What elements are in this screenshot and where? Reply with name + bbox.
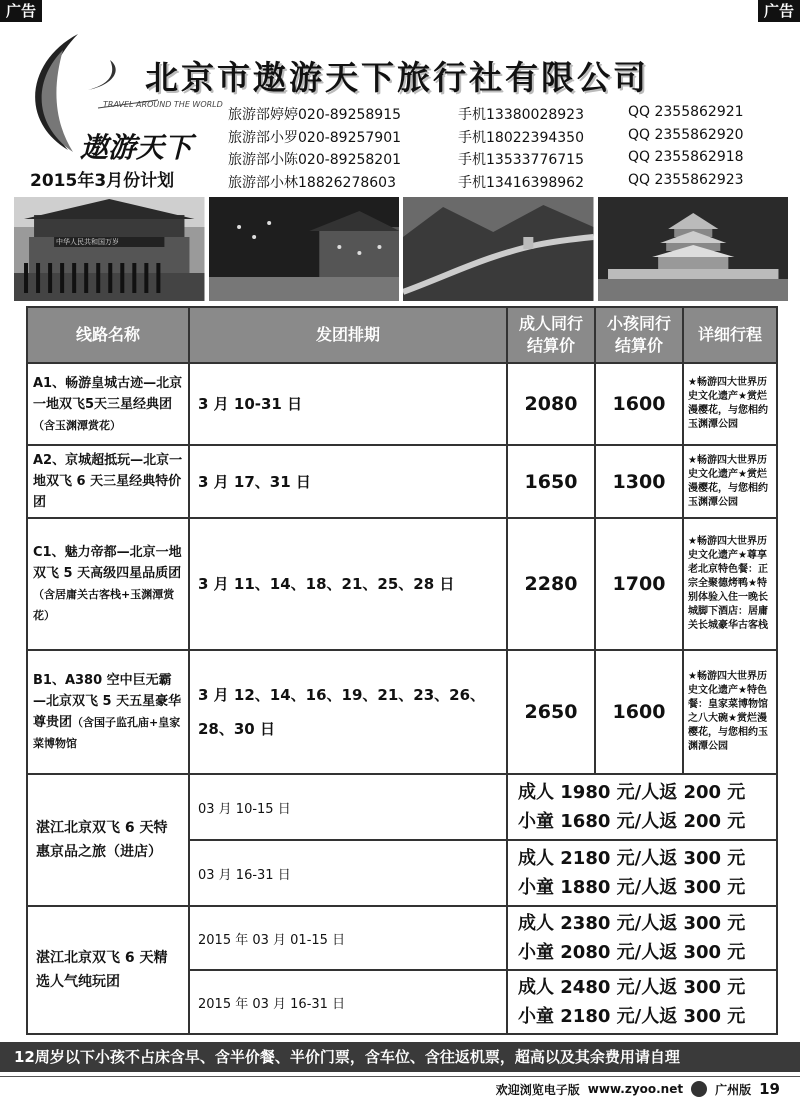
promo-price-cell (507, 906, 777, 970)
header-adult-line1: 成人同行 (518, 314, 583, 333)
logo-tagline: TRAVEL AROUND THE WORLD (103, 100, 223, 109)
promo-adult-price: 成人 1980 元/人返 200 元 (518, 782, 746, 803)
contact-office: 旅游部小林18826278603 (228, 174, 396, 191)
route-cell (27, 363, 189, 445)
temple-of-heaven-photo (598, 197, 789, 301)
route-note: （含国子监孔庙+皇家菜博物馆 (33, 716, 181, 750)
route-cell (27, 445, 189, 518)
promo-price-cell (507, 970, 777, 1034)
logo-brand: 遨游天下 (80, 131, 193, 164)
contact-office: 旅游部婷婷020-89258915 (228, 107, 402, 123)
contact-mobile: 手机13416398962 (458, 174, 584, 191)
photo-strip (14, 197, 788, 301)
header-adult-price (507, 307, 595, 363)
footer-note: 12周岁以下小孩不占床含早、含半价餐、半价门票，含车位、含往返机票，超高以及其余费用请自理 (0, 1042, 800, 1072)
tiananmen-photo (14, 197, 205, 301)
tour-price-table (26, 306, 778, 1035)
promo-adult-price: 成人 2480 元/人返 300 元 (518, 977, 746, 998)
route-note: （含居庸关古客栈+玉渊潭赏花） (33, 588, 175, 622)
contact-qq: QQ 2355862918 (628, 149, 744, 165)
child-price: 1300 (595, 445, 683, 518)
contact-qq: QQ 2355862920 (628, 126, 744, 143)
route-cell (27, 518, 189, 650)
route-name: C1、魅力帝都—北京一地双飞 5 天高级四星品质团 (33, 545, 182, 581)
promo-child-price: 小童 2080 元/人返 300 元 (518, 942, 746, 963)
footer-edition: 广州版 (715, 1082, 752, 1097)
table-row (27, 363, 777, 445)
promo-adult-price: 成人 2380 元/人返 300 元 (518, 913, 746, 934)
header-child-line2: 结算价 (614, 336, 663, 355)
contact-mobile: 手机13380028923 (458, 107, 584, 123)
detail-cell: ★畅游四大世界历史文化遗产★特色餐：皇家菜博物馆之八大碗★赏烂漫樱花，与您相约玉渊潭公园 (683, 650, 777, 774)
dates-cell: 3 月 11、14、18、21、25、28 日 (189, 518, 507, 650)
promo-row (27, 774, 777, 840)
detail-cell: ★畅游四大世界历史文化遗产★尊享老北京特色餐：正宗全聚德烤鸭★特别体验入住一晚长城脚下酒店：居庸关长城豪华古客栈 (683, 518, 777, 650)
detail-cell: ★畅游四大世界历史文化遗产★赏烂漫樱花，与您相约玉渊潭公园 (683, 445, 777, 518)
contact-qq: QQ 2355862923 (628, 171, 744, 188)
promo-dates-cell: 2015 年 03 月 16-31 日 (189, 970, 507, 1034)
great-wall-photo (403, 197, 594, 301)
contact-office: 旅游部小罗020-89257901 (228, 129, 402, 146)
promo-price-cell (507, 774, 777, 840)
street-night-photo (209, 197, 400, 301)
promo-route-cell: 湛江北京双飞 6 天特惠京品之旅（进店） (27, 774, 189, 906)
contact-row (228, 172, 788, 195)
contact-mobile: 手机18022394350 (458, 129, 584, 146)
company-name: 北京市遨游天下旅行社有限公司 (145, 58, 649, 97)
promo-child-price: 小童 1680 元/人返 200 元 (518, 811, 746, 832)
adult-price: 2080 (507, 363, 595, 445)
promo-dates-cell: 03 月 16-31 日 (189, 840, 507, 906)
header-detail: 详细行程 (683, 307, 777, 363)
header-route: 线路名称 (27, 307, 189, 363)
promo-adult-price: 成人 2180 元/人返 300 元 (518, 848, 746, 869)
header-child-line1: 小孩同行 (606, 314, 671, 333)
header-dates: 发团排期 (189, 307, 507, 363)
promo-child-price: 小童 1880 元/人返 300 元 (518, 877, 746, 898)
route-name: A2、京城超抵玩—北京一地双飞 6 天三星经典特价团 (33, 453, 183, 510)
seal-icon (691, 1081, 707, 1097)
table-row (27, 445, 777, 518)
contact-row (228, 149, 788, 172)
route-cell (27, 650, 189, 774)
page-number: 19 (759, 1080, 780, 1098)
route-name: A1、畅游皇城古迹—北京一地双飞5天三星经典团 (33, 375, 183, 412)
table-row (27, 518, 777, 650)
adult-price: 2280 (507, 518, 595, 650)
child-price: 1600 (595, 363, 683, 445)
ad-tag-left: 广告 (0, 0, 42, 22)
contact-row (228, 104, 788, 127)
footer-site-link[interactable]: www.zyoo.net (587, 1082, 684, 1096)
footer-welcome: 欢迎浏览电子版 (495, 1082, 580, 1097)
table-row (27, 650, 777, 774)
promo-row (27, 906, 777, 970)
page-footer (496, 1080, 780, 1098)
route-name: B1、A380 空中巨无霸—北京双飞 5 天五星豪华尊贵团 (33, 673, 182, 730)
child-price: 1600 (595, 650, 683, 774)
contact-list (228, 104, 788, 194)
plan-title: 2015年3月份计划 (30, 171, 175, 191)
detail-cell: ★畅游四大世界历史文化遗产★赏烂漫樱花，与您相约玉渊潭公园 (683, 363, 777, 445)
table-header-row (27, 307, 777, 363)
contact-qq: QQ 2355862921 (628, 104, 744, 120)
promo-price-cell (507, 840, 777, 906)
header-adult-line2: 结算价 (526, 336, 575, 355)
dates-cell: 3 月 12、14、16、19、21、23、26、28、30 日 (189, 650, 507, 774)
promo-child-price: 小童 2180 元/人返 300 元 (518, 1006, 746, 1027)
divider (0, 1076, 800, 1077)
promo-route-cell: 湛江北京双飞 6 天精选人气纯玩团 (27, 906, 189, 1034)
dates-cell: 3 月 17、31 日 (189, 445, 507, 518)
header-child-price (595, 307, 683, 363)
ad-tag-right: 广告 (758, 0, 800, 22)
contact-mobile: 手机13533776715 (458, 152, 584, 168)
route-note: （含玉渊潭赏花） (33, 418, 121, 432)
contact-row (228, 127, 788, 150)
promo-dates-cell: 2015 年 03 月 01-15 日 (189, 906, 507, 970)
adult-price: 2650 (507, 650, 595, 774)
gate-banner-text: 中华人民共和国万岁 (56, 238, 119, 246)
contact-office: 旅游部小陈020-89258201 (228, 152, 402, 168)
child-price: 1700 (595, 518, 683, 650)
adult-price: 1650 (507, 445, 595, 518)
promo-dates-cell: 03 月 10-15 日 (189, 774, 507, 840)
dates-cell: 3 月 10-31 日 (189, 363, 507, 445)
